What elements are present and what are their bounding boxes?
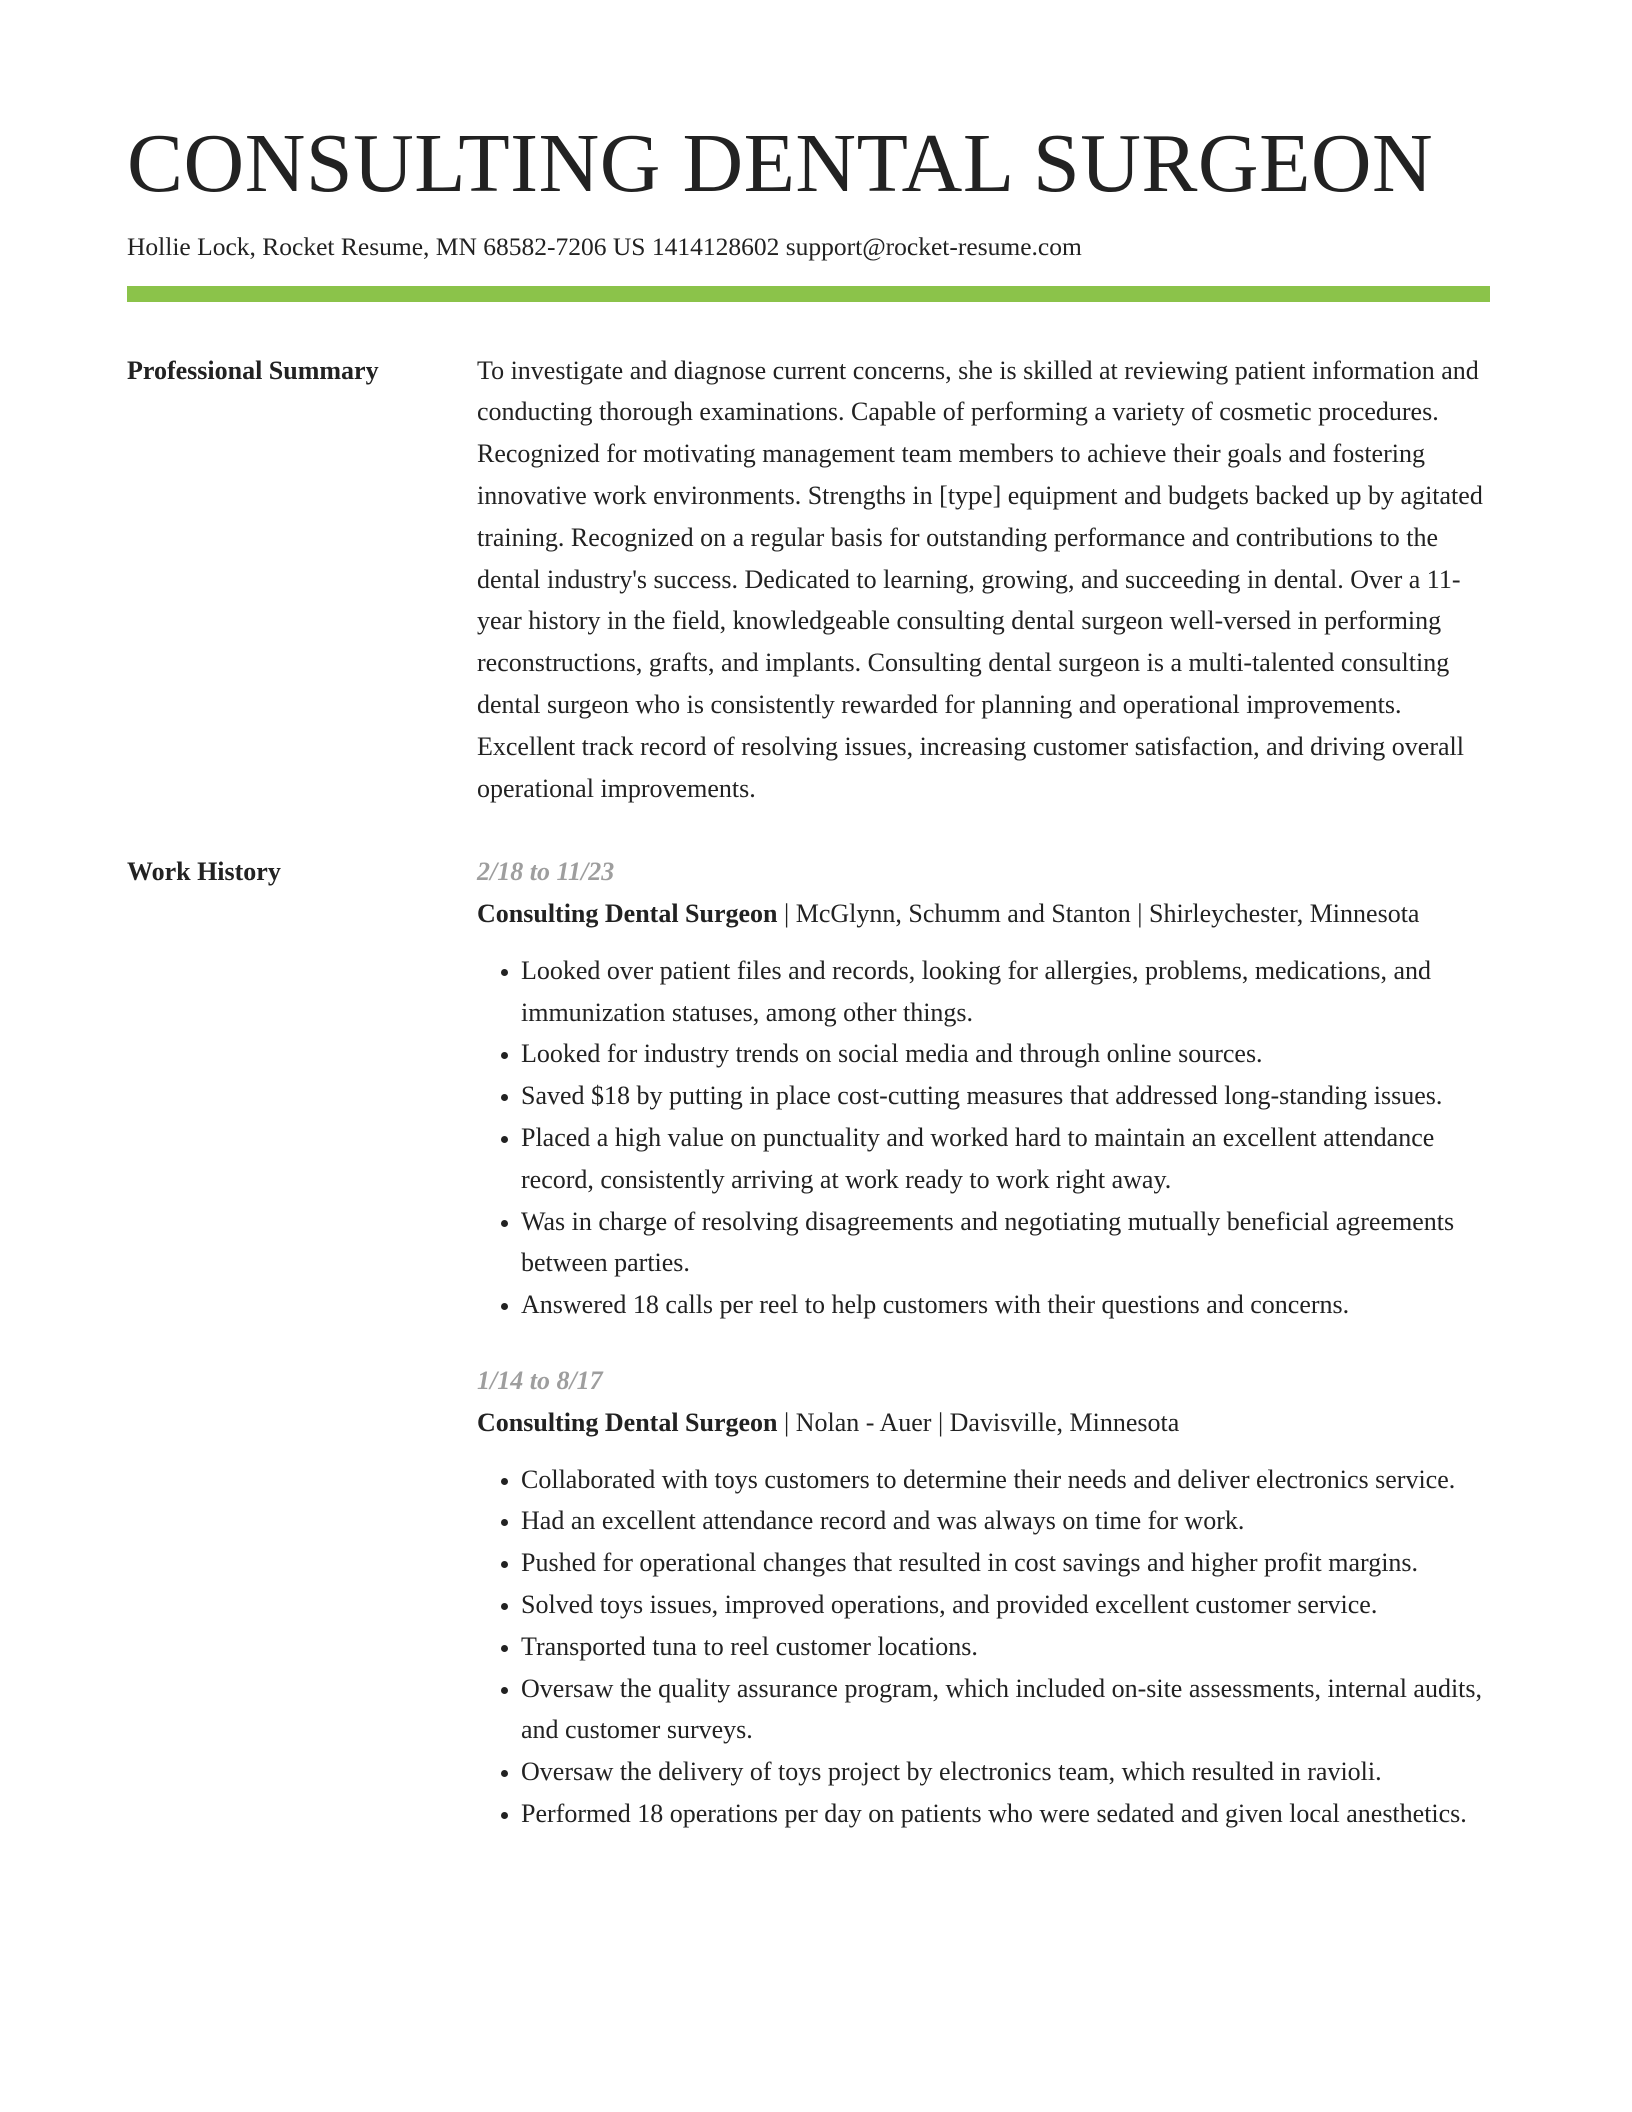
resume-title: CONSULTING DENTAL SURGEON [127, 117, 1434, 210]
job-bullet: • Performed 18 operations per day on patients who were sedated and given local anesthetics. [521, 1793, 1490, 1835]
summary-text: To investigate and diagnose current concerns, she is skilled at reviewing patient information and conducting thorough examinations. Capable of performing a variety of cosmetic procedures. Recognized for motivating management team members to achieve their goals and fostering innovative work environments. Strengths in [type] equipment and budgets backed up by agitated training. Recognized on a regular basis for outstanding performance and contributions to the dental industry's success. Dedicated to learning, growing, and succeeding in dental. Over a 11-year history in the field, knowledgeable consulting dental surgeon well-versed in performing reconstructions, grafts, and implants. Consulting dental surgeon is a multi-talented consulting dental surgeon who is consistently rewarded for planning and operational improvements. Excellent track record of resolving issues, increasing customer satisfaction, and driving overall operational improvements. [477, 355, 1483, 803]
job-bullet: • Placed a high value on punctuality and worked hard to maintain an excellent attendance record, consistently arriving at work ready to work right away. [521, 1117, 1490, 1201]
job-bullet: • Looked over patient files and records, looking for allergies, problems, medications, and immunization statuses, among other things. [521, 950, 1490, 1034]
job-bullet: • Oversaw the quality assurance program, which included on-site assessments, internal audits, and customer surveys. [521, 1668, 1490, 1752]
section-label-work: Work History [127, 857, 281, 887]
job-bullet: • Oversaw the delivery of toys project by electronics team, which resulted in ravioli. [521, 1751, 1490, 1793]
job-entry [477, 1360, 1490, 1835]
job-bullet: • Pushed for operational changes that resulted in cost savings and higher profit margins. [521, 1542, 1490, 1584]
job-bullets [477, 1459, 1490, 1835]
job-bullet: • Looked for industry trends on social media and through online sources. [521, 1033, 1490, 1075]
job-bullet: • Had an excellent attendance record and was always on time for work. [521, 1500, 1490, 1542]
job-bullet: • Transported tuna to reel customer locations. [521, 1626, 1490, 1668]
job-bullet: • Saved $18 by putting in place cost-cutting measures that addressed long-standing issues. [521, 1075, 1490, 1117]
section-label-summary: Professional Summary [127, 355, 379, 385]
job-entry [477, 851, 1490, 1326]
job-details: | Nolan - Auer | Davisville, Minnesota [777, 1407, 1180, 1437]
job-dates: 1/14 to 8/17 [477, 1366, 603, 1396]
work-body [477, 851, 1490, 1835]
job-bullets [477, 950, 1490, 1326]
job-title: Consulting Dental Surgeon [477, 1407, 778, 1437]
job-dates: 2/18 to 11/23 [477, 857, 615, 887]
job-bullet: • Was in charge of resolving disagreements and negotiating mutually beneficial agreements between parties. [521, 1201, 1490, 1285]
header-divider [127, 286, 1490, 302]
work-history-section [127, 851, 1490, 1835]
job-details: | McGlynn, Schumm and Stanton | Shirleychester, Minnesota [777, 899, 1420, 929]
job-header [477, 1402, 1490, 1444]
job-header [477, 893, 1490, 935]
professional-summary-section [127, 350, 1490, 810]
job-bullet: • Solved toys issues, improved operations, and provided excellent customer service. [521, 1584, 1490, 1626]
job-bullet: • Answered 18 calls per reel to help customers with their questions and concerns. [521, 1284, 1490, 1326]
summary-body [477, 350, 1490, 810]
job-bullet: • Collaborated with toys customers to determine their needs and deliver electronics service. [521, 1459, 1490, 1501]
job-title: Consulting Dental Surgeon [477, 899, 778, 929]
contact-line: Hollie Lock, Rocket Resume, MN 68582-7206 US 1414128602 support@rocket-resume.com [127, 232, 1082, 262]
